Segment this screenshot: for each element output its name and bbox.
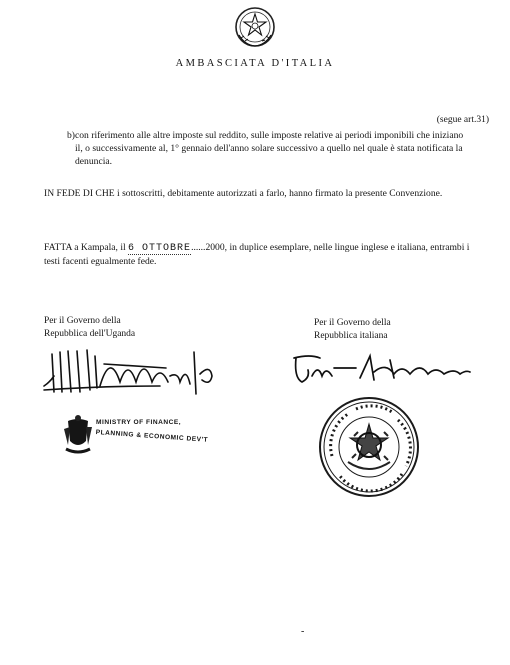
fatta-prefix: FATTA a Kampala, il	[44, 242, 129, 253]
italy-signature-icon	[290, 348, 475, 388]
italy-signatory-line2: Repubblica italiana	[314, 331, 388, 341]
uganda-signatory-block	[44, 315, 135, 341]
italy-signatory-block	[314, 317, 391, 343]
fatta-paragraph	[44, 241, 471, 268]
italy-signatory-line1: Per il Governo della	[314, 318, 391, 328]
uganda-signatory-line1: Per il Governo della	[44, 316, 121, 326]
page-marker: -	[301, 626, 305, 637]
ministry-stamp-line1: MINISTRY OF FINANCE,	[96, 419, 182, 426]
ministry-stamp-line2: PLANNING & ECONOMIC DEV'T	[95, 428, 209, 444]
uganda-ministry-stamp	[62, 413, 262, 457]
embassy-seal-icon	[318, 396, 420, 498]
continuation-note: (segue art.31)	[436, 115, 489, 125]
italian-emblem-icon	[233, 5, 277, 49]
clause-b-label: b)	[67, 130, 75, 141]
handwritten-date: 6 OTTOBRE	[128, 243, 192, 254]
fatta-suffix: ......2000, in duplice esemplare, nelle lingue inglese e italiana, entrambi i testi facenti egualmente fede.	[44, 242, 470, 267]
embassy-header: AMBASCIATA D'ITALIA	[175, 58, 335, 69]
clause-b-text: con riferimento alle altre imposte sul reddito, sulle imposte relative ai periodi imponibili che iniziano il, o successivamente al, 1° gennaio dell'anno solare successivo a quello nel quale è stata notificata la denuncia.	[75, 130, 464, 167]
uganda-signatory-line2: Repubblica dell'Uganda	[44, 329, 136, 339]
uganda-signature-icon	[40, 346, 225, 398]
uganda-crest-icon	[62, 415, 94, 455]
clause-b	[67, 129, 471, 168]
in-fede-paragraph: IN FEDE DI CHE i sottoscritti, debitamente autorizzati a farlo, hanno firmato la presente Convenzione.	[44, 188, 443, 199]
